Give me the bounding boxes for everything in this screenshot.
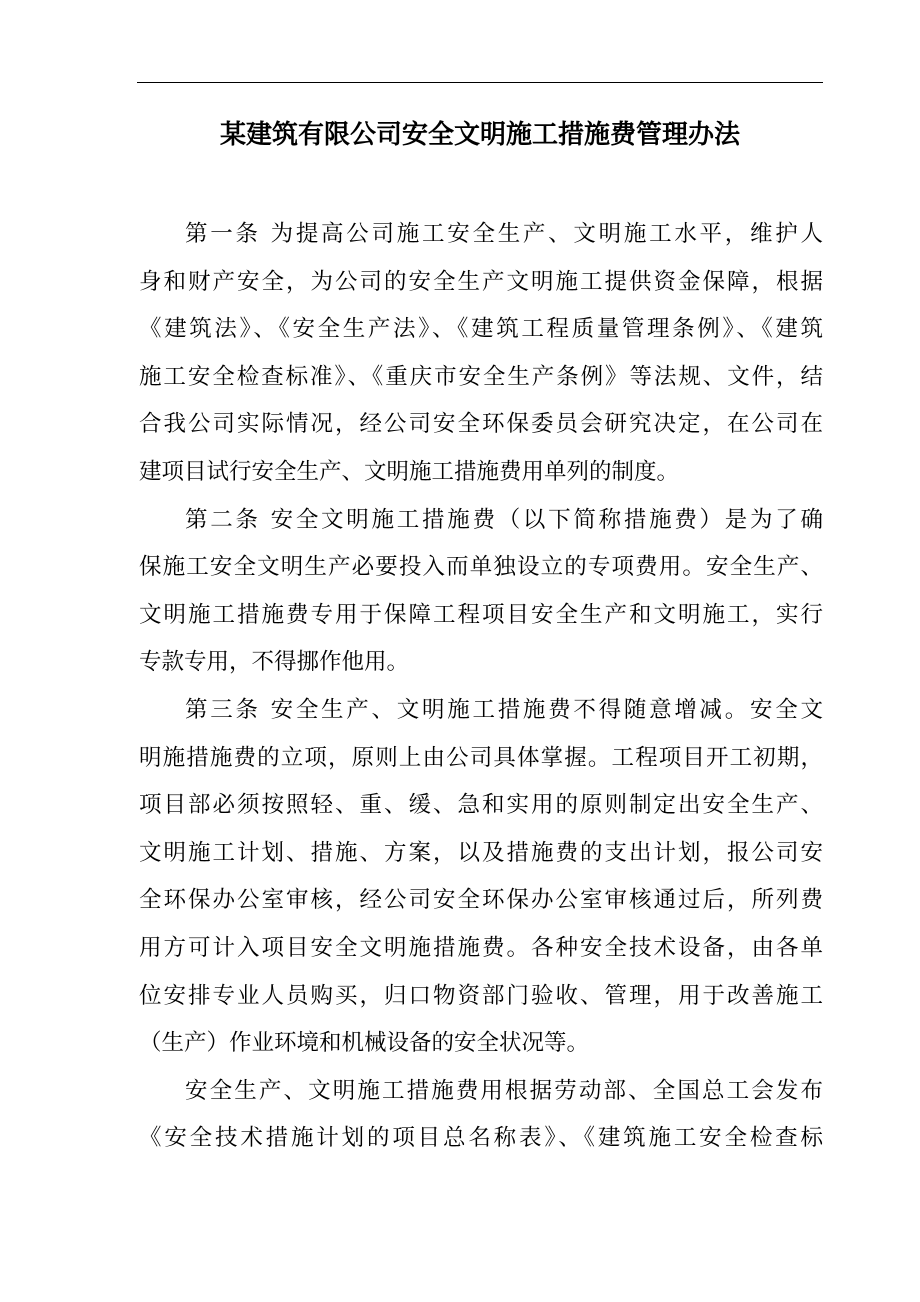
- document-body: [139, 211, 823, 1163]
- text-line: 文明施工措施费专用于保障工程项目安全生产和文明施工，实行: [139, 601, 823, 628]
- text-line: 位安排专业人员购买，归口物资部门验收、管理，用于改善施工: [139, 982, 823, 1009]
- text-line: 施工安全检查标准》、《重庆市安全生产条例》等法规、文件，结: [139, 363, 823, 390]
- text-line: 第二条 安全文明施工措施费（以下简称措施费）是为了确: [185, 506, 823, 533]
- text-line: 安全生产、文明施工措施费用根据劳动部、全国总工会发布: [185, 1077, 823, 1104]
- header-rule: [137, 82, 823, 83]
- text-line: 项目部必须按照轻、重、缓、急和实用的原则制定出安全生产、: [139, 792, 823, 819]
- text-line: 第三条 安全生产、文明施工措施费不得随意增减。安全文: [185, 696, 823, 723]
- text-line: 全环保办公室审核，经公司安全环保办公室审核通过后，所列费: [139, 887, 823, 914]
- text-line: 第一条 为提高公司施工安全生产、文明施工水平，维护人: [185, 221, 823, 247]
- text-line: 《建筑法》、《安全生产法》、《建筑工程质量管理条例》、《建筑: [139, 316, 823, 343]
- text-line: 《安全技术措施计划的项目总名称表》、《建筑施工安全检查标: [139, 1125, 823, 1152]
- text-line: 明施措施费的立项，原则上由公司具体掌握。工程项目开工初期，: [139, 744, 823, 771]
- text-line: 建项目试行安全生产、文明施工措施费用单列的制度。: [139, 458, 680, 485]
- text-line: 合我公司实际情况，经公司安全环保委员会研究决定，在公司在: [139, 411, 823, 438]
- document-title: 某建筑有限公司安全文明施工措施费管理办法: [219, 120, 740, 150]
- text-line: 专款专用，不得挪作他用。: [139, 649, 410, 676]
- text-line: （生产）作业环境和机械设备的安全状况等。: [139, 1030, 590, 1057]
- text-line: 文明施工计划、措施、方案，以及措施费的支出计划，报公司安: [139, 839, 823, 866]
- text-line: 用方可计入项目安全文明施措施费。各种安全技术设备，由各单: [139, 934, 823, 961]
- text-line: 保施工安全文明生产必要投入而单独设立的专项费用。安全生产、: [139, 554, 823, 581]
- text-line: 身和财产安全，为公司的安全生产文明施工提供资金保障，根据: [139, 268, 823, 295]
